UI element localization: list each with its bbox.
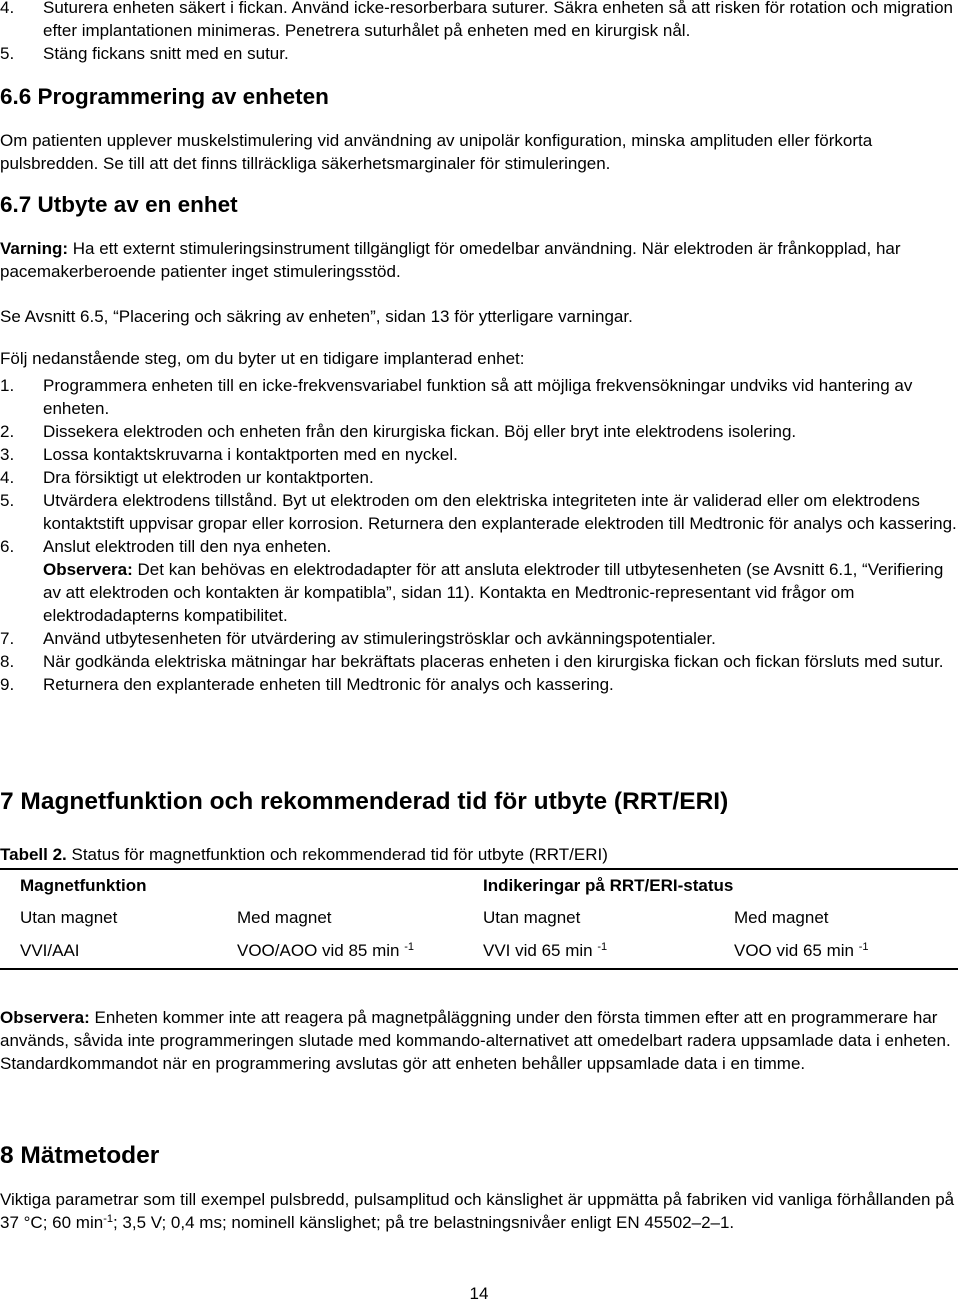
table-caption [0, 843, 958, 866]
note-text: Enheten kommer inte att reagera på magnetpåläggning under den första timmen efter att en programmerare har används, såvida inte programmeringen slutade med kommando-alternativet att omedelbart radera uppsamlade data i enheten. Standardkommandot när en programmering avslutas gör att enheten behåller uppsamlade data i en timme. [0, 1008, 951, 1073]
table-subheader-row [0, 902, 958, 934]
list-item: 3. Lossa kontaktskruvarna i kontaktporten med en nyckel. [0, 445, 458, 464]
magnet-status-table [0, 868, 958, 970]
table-caption-text: Status för magnetfunktion och rekommenderad tid för utbyte (RRT/ERI) [71, 845, 608, 864]
table-subheader-cell: Utan magnet [483, 908, 581, 927]
step-note [0, 558, 958, 627]
intro-list [0, 0, 958, 65]
note-label: Observera: [43, 560, 133, 579]
section-6-6-paragraph: Om patienten upplever muskelstimulering vid användning av unipolär konfiguration, minska amplituden eller förkorta pulsbredden. Se till att det finns tillräckliga säkerhetsmarginaler för stimuleringen. [0, 131, 873, 173]
warning-label: Varning: [0, 239, 69, 258]
table-cell: VVI vid 65 min $^{-1}$ [463, 934, 714, 969]
warning-paragraph [0, 237, 958, 283]
section-8-paragraph: Viktiga parametrar som till exempel pulsbredd, pulsamplitud och känslighet är uppmätta på fabriken vid vanliga förhållanden på 37 °C; 60 $\min^{-1}$; 3,5 V; 0,4 ms; nominell känslighet; på tre belastningsnivåer enligt EN 45502–2–1. [0, 1190, 955, 1232]
table-cell: VOO vid 65 min $^{-1}$ [714, 934, 958, 969]
table-header-row [0, 869, 958, 902]
table-header-cell: Magnetfunktion [0, 869, 463, 902]
replacement-steps-list [0, 374, 958, 696]
list-item: 8. När godkända elektriska mätningar har bekräftats placeras enheten i den kirurgiska fickan och fickan försluts med sutur. [0, 652, 944, 671]
list-item: 1. Programmera enheten till en icke-frekvensvariabel funktion så att möjliga frekvensökningar undviks vid hantering av enheten. [0, 376, 913, 418]
list-item: 5. Stäng fickans snitt med en sutur. [0, 44, 289, 63]
table-caption-label: Tabell 2. [0, 845, 67, 864]
table-subheader-cell: Med magnet [237, 908, 332, 927]
table-subheader-cell: Utan magnet [20, 908, 118, 927]
list-item: 7. Använd utbytesenheten för utvärdering av stimuleringströsklar och avkänningspotentialer. [0, 629, 716, 648]
table-header-cell: Indikeringar på RRT/ERI-status [463, 869, 958, 902]
section-8-heading: 8 Mätmetoder [0, 1142, 160, 1169]
list-item: 9. Returnera den explanterade enheten till Medtronic för analys och kassering. [0, 675, 614, 694]
section-6-7-heading: 6.7 Utbyte av en enhet [0, 192, 238, 217]
table-row [0, 934, 958, 969]
list-item: 4. Suturera enheten säkert i fickan. Använd icke-resorberbara suturer. Säkra enheten så att risken för rotation och migration efter implantationen minimeras. Penetrera suturhålet på enheten med en kirurgisk nål. [0, 0, 953, 40]
list-item: 5. Utvärdera elektrodens tillstånd. Byt ut elektroden om den elektriska integriteten inte är validerad eller om elektrodens kontaktstift uppvisar gropar eller korrosion. Returnera den explanterade elektroden till Medtronic för analys och kassering. [0, 491, 957, 533]
warning-text: Ha ett externt stimuleringsinstrument tillgängligt för omedelbar användning. När elektroden är frånkopplad, har pacemakerberoende patienter inget stimuleringsstöd. [0, 239, 901, 281]
table-cell: VVI/AAI [0, 934, 217, 969]
follow-steps-paragraph: Följ nedanstående steg, om du byter ut en tidigare implanterad enhet: [0, 349, 525, 368]
note-text: Det kan behövas en elektrodadapter för att ansluta elektroder till utbytesenheten (se Avsnitt 6.1, “Verifiering av att elektroden och kontakten är kompatibla”, sidan 11). Kontakta en Medtronic-representant vid frågor om elektrodadapterns kompatibilitet. [43, 560, 944, 625]
page-number: 14 [469, 1284, 489, 1303]
see-section-paragraph: Se Avsnitt 6.5, “Placering och säkring av enheten”, sidan 13 för ytterligare varningar. [0, 307, 633, 326]
note-label: Observera: [0, 1008, 90, 1027]
magnet-note-paragraph [0, 1006, 958, 1075]
list-item: 6. Anslut elektroden till den nya enheten. [0, 537, 332, 556]
section-6-6-heading: 6.6 Programmering av enheten [0, 84, 329, 109]
list-item: 2. Dissekera elektroden och enheten från den kirurgiska fickan. Böj eller bryt inte elektrodens isolering. [0, 422, 797, 441]
list-item: 4. Dra försiktigt ut elektroden ur kontaktporten. [0, 468, 374, 487]
table-cell: VOO/AOO vid 85 min $^{-1}$ [217, 934, 463, 969]
section-7-heading: 7 Magnetfunktion och rekommenderad tid för utbyte (RRT/ERI) [0, 788, 729, 815]
table-subheader-cell: Med magnet [734, 908, 829, 927]
